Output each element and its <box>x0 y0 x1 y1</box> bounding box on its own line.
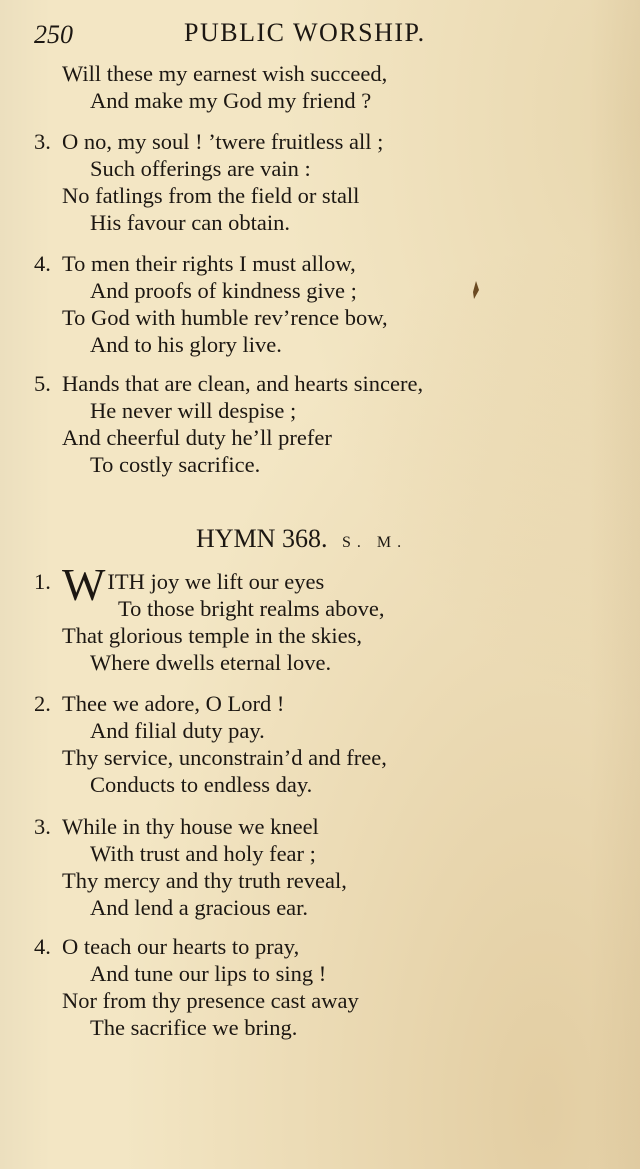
verse-line: Thy mercy and thy truth reveal, <box>62 868 347 893</box>
verse-line: To costly sacrifice. <box>90 452 261 477</box>
drop-cap: W <box>62 559 106 610</box>
stanza-number: 4. <box>34 251 51 276</box>
verse-line: With trust and holy fear ; <box>90 841 316 866</box>
stanza-number: 3. <box>34 129 51 154</box>
verse-line: Hands that are clean, and hearts sincere, <box>62 371 424 396</box>
verse-line: Where dwells eternal love. <box>90 650 332 675</box>
verse-line: ITH joy we lift our eyes <box>107 569 325 594</box>
hymn-stanza-4 <box>34 933 614 1041</box>
hymn-stanza-3 <box>34 813 614 921</box>
verse-line: And to his glory live. <box>90 332 282 357</box>
verse-line: Thy service, unconstrain’d and free, <box>62 745 387 770</box>
stanza-number: 3. <box>34 814 51 839</box>
verse-line: Nor from thy presence cast away <box>62 988 359 1013</box>
verse-line: No fatlings from the field or stall <box>62 183 360 208</box>
stanza-5 <box>34 370 614 478</box>
verse-line: To God with humble rev’rence bow, <box>62 305 388 330</box>
hymn-number: HYMN 368. <box>196 524 328 553</box>
hymn-meter: S. M. <box>341 534 408 551</box>
verse-line: That glorious temple in the skies, <box>62 623 362 648</box>
stanza-4 <box>34 250 614 358</box>
verse-line: Will these my earnest wish succeed, <box>62 61 388 86</box>
stanza-3 <box>34 128 614 236</box>
verse-line: The sacrifice we bring. <box>90 1015 298 1040</box>
verse-line: He never will despise ; <box>90 398 297 423</box>
verse-line: O teach our hearts to pray, <box>62 934 300 959</box>
verse-line: His favour can obtain. <box>90 210 290 235</box>
hymn-title <box>196 524 407 554</box>
verse-line: To men their rights I must allow, <box>62 251 356 276</box>
verse-line: Such offerings are vain : <box>90 156 311 181</box>
hymn-stanza-1 <box>34 559 614 676</box>
ink-mark-icon <box>470 280 480 300</box>
page-header <box>32 18 462 54</box>
verse-line: To those bright realms above, <box>118 596 385 621</box>
stanza-number: 5. <box>34 371 51 396</box>
stanza-number: 2. <box>34 691 51 716</box>
stanza-continued <box>34 60 614 114</box>
verse-line: And tune our lips to sing ! <box>90 961 327 986</box>
page-number: 250 <box>34 20 73 49</box>
hymn-stanza-2 <box>34 690 614 798</box>
stanza-number: 1. <box>34 569 51 594</box>
stanza-number: 4. <box>34 934 51 959</box>
verse-line: And lend a gracious ear. <box>90 895 309 920</box>
running-head: PUBLIC WORSHIP. <box>184 18 426 47</box>
verse-line: And make my God my friend ? <box>90 88 372 113</box>
verse-line: And cheerful duty he’ll prefer <box>62 425 332 450</box>
verse-line: Conducts to endless day. <box>90 772 313 797</box>
verse-line: And filial duty pay. <box>90 718 265 743</box>
verse-line: And proofs of kindness give ; <box>90 278 357 303</box>
verse-line: O no, my soul ! ’twere fruitless all ; <box>62 129 384 154</box>
verse-line: While in thy house we kneel <box>62 814 319 839</box>
verse-line: Thee we adore, O Lord ! <box>62 691 285 716</box>
